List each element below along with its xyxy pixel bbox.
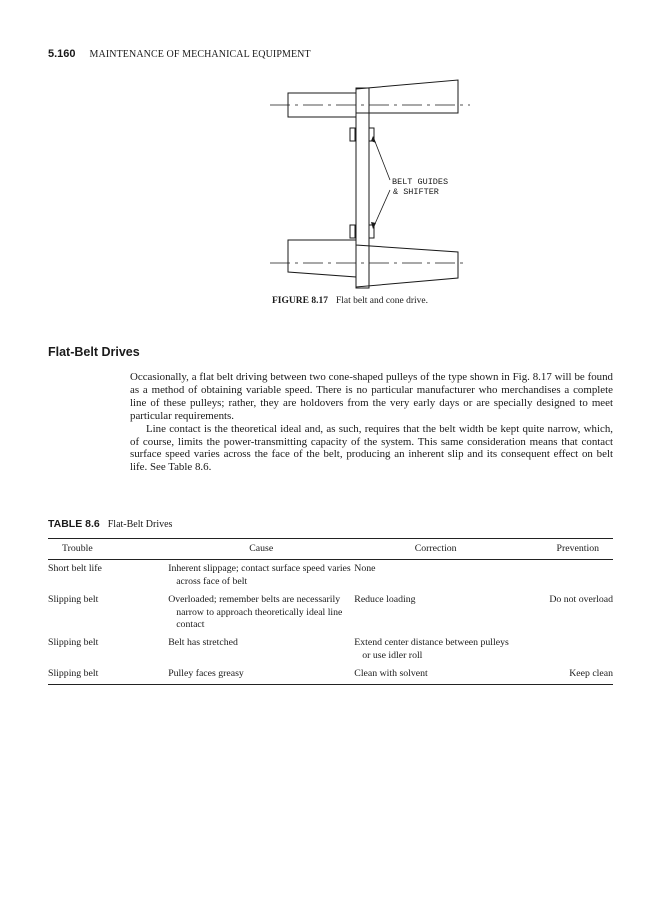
cell-trouble: Short belt life [48,563,102,575]
table-caption-label: TABLE 8.6 [48,518,100,530]
table-caption-text: Flat-Belt Drives [107,519,173,530]
column-header-prevention: Prevention [517,539,613,560]
cell-correction: Reduce loading [354,594,416,606]
callout-shifter: & SHIFTER [393,187,439,197]
table-row [48,591,613,634]
cell-prevention [517,560,613,591]
cell-prevention [517,634,613,665]
cell-trouble: Slipping belt [48,594,99,606]
table-caption [48,518,172,530]
cell-trouble: Slipping belt [48,637,99,649]
figure-caption-label: FIGURE 8.17 [272,296,328,306]
paragraph-1: Occasionally, a flat belt driving between two cone-shaped pulleys of the type shown in Fig. 8.17 will be found as a method of obtaining variable speed. There is no particular manufacturer who merchandises a complete line of these pulleys; rather, they are holdovers from the very early days or are specially designed to meet particular requirements. [130,371,613,422]
trouble-table [48,538,613,685]
column-header-cause: Cause [168,539,354,560]
table-row [48,634,613,665]
cell-cause: Inherent slippage; contact surface speed varies across face of belt [168,563,351,587]
figure-caption [272,296,428,306]
cell-correction: Clean with solvent [354,668,428,680]
lower-cone-pulley [288,240,458,287]
table-header-row [48,539,613,560]
cell-correction: None [354,563,376,575]
column-header-correction: Correction [354,539,517,560]
body-text [130,371,613,474]
table-row [48,560,613,591]
vertical-shaft [356,88,369,288]
leader-line-lower [374,190,390,226]
belt-guide-upper-left [350,128,355,141]
cone-drive-figure [0,0,662,300]
upper-cone-pulley [288,80,458,117]
cell-cause: Pulley faces greasy [168,668,244,680]
leader-line-upper [374,139,390,180]
belt-guide-lower-left [350,225,355,238]
cell-cause: Overloaded; remember belts are necessarily narrow to approach theoretically ideal line contact [168,594,343,631]
figure-caption-text: Flat belt and cone drive. [335,296,429,306]
cell-cause: Belt has stretched [168,637,238,649]
column-header-trouble: Trouble [48,539,168,560]
table-row [48,665,613,684]
callout-belt-guides: BELT GUIDES [392,177,449,187]
paragraph-2: Line contact is the theoretical ideal and, as such, requires that the belt width be kept quite narrow, which, of course, limits the power-transmitting capacity of the system. This same consideration means that contact surface speed varies across the face of the belt, producing an inherent slip and its consequent effect on belt life. See Table 8.6. [130,422,613,474]
page-number: 5.160 [48,48,76,60]
section-heading: Flat-Belt Drives [48,345,140,359]
cell-prevention: Keep clean [569,668,613,680]
cell-correction: Extend center distance between pulleys or use idler roll [354,637,509,661]
book-title: MAINTENANCE OF MECHANICAL EQUIPMENT [89,49,311,60]
cell-trouble: Slipping belt [48,668,99,680]
cell-prevention: Do not overload [549,594,613,606]
